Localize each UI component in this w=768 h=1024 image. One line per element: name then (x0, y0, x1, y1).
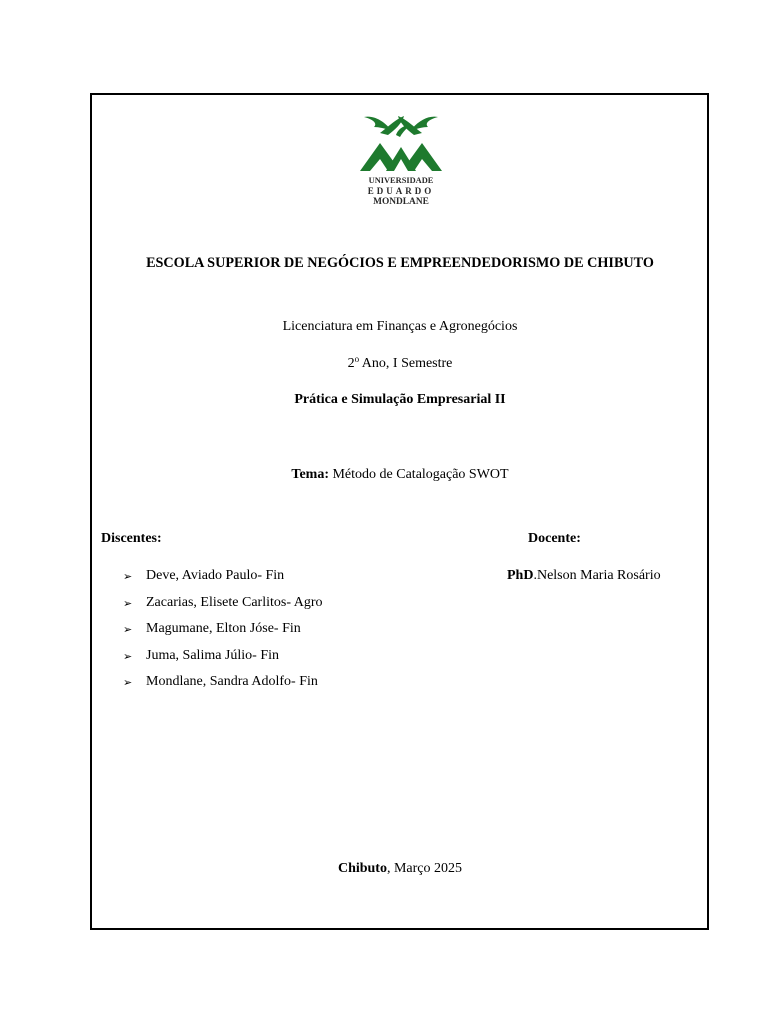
list-item (123, 568, 323, 595)
docente-label: Docente: (528, 531, 581, 546)
theme-label: Tema: (291, 467, 329, 482)
discentes-label: Discentes: (101, 531, 162, 546)
course-name: Licenciatura em Finanças e Agronegócios (282, 319, 518, 334)
year-rest: Ano, I Semestre (359, 356, 453, 371)
year-number: 2 (347, 356, 355, 371)
place-date (90, 861, 710, 877)
list-item (123, 595, 323, 622)
list-item (123, 621, 323, 648)
teacher-title: PhD (507, 568, 534, 583)
teacher-fullname: .Nelson Maria Rosário (533, 568, 661, 583)
theme-line (90, 467, 710, 483)
university-logo (358, 113, 444, 211)
place-city: Chibuto (337, 861, 387, 876)
list-item (123, 674, 323, 701)
teacher-name (507, 568, 661, 584)
arrowhead-bullet-icon: ➢ (123, 570, 133, 583)
student-list (123, 568, 323, 701)
student-name: Zacarias, Elisete Carlitos- Agro (146, 594, 323, 610)
student-name: Magumane, Elton Jóse- Fin (146, 621, 301, 636)
student-name: Mondlane, Sandra Adolfo- Fin (146, 674, 318, 689)
student-name: Deve, Aviado Paulo- Fin (146, 568, 285, 583)
arrowhead-bullet-icon: ➢ (123, 596, 133, 610)
logo-text-universidade: UNIVERSIDADE (368, 176, 434, 185)
logo-text-eduardo: EDUARDO (367, 186, 435, 196)
year-semester (90, 356, 710, 372)
subject-title: Prática e Simulação Empresarial II (294, 392, 506, 407)
page-border (90, 93, 709, 930)
arrowhead-bullet-icon: ➢ (123, 676, 133, 689)
theme-value: Método de Catalogação SWOT (328, 467, 509, 482)
place-date-text: , Março 2025 (386, 861, 463, 876)
logo-text-mondlane: MONDLANE (373, 197, 429, 207)
arrowhead-bullet-icon: ➢ (123, 649, 133, 663)
list-item (123, 648, 323, 675)
year-ordinal: o (354, 354, 360, 364)
uem-emblem-icon (358, 113, 444, 175)
student-name: Juma, Salima Júlio- Fin (146, 647, 279, 663)
arrowhead-bullet-icon: ➢ (123, 623, 133, 636)
school-name: ESCOLA SUPERIOR DE NEGÓCIOS E EMPREENDEDORISMO DE CHIBUTO (146, 255, 654, 271)
